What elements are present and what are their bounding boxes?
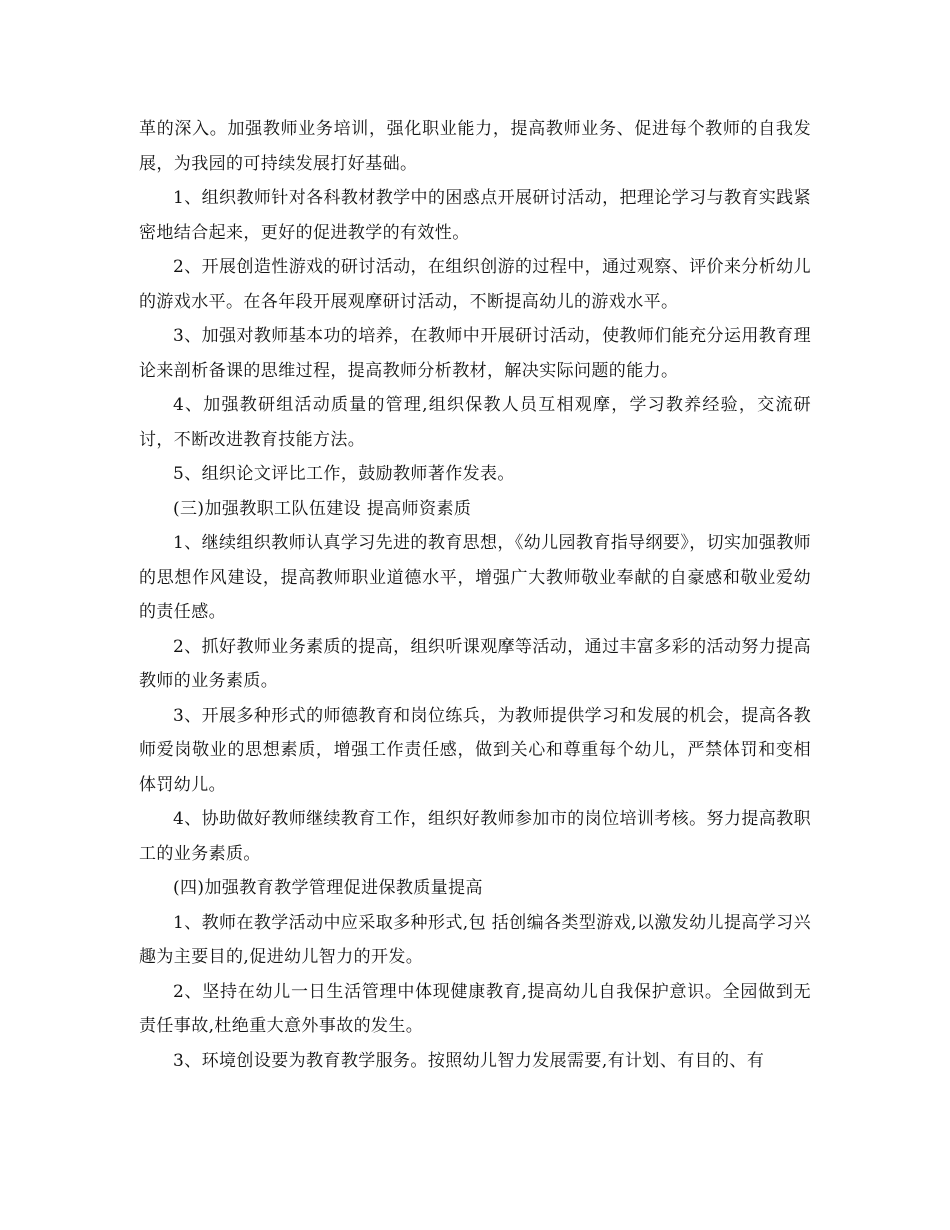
paragraph-item-3: 3、环境创设要为教育教学服务。按照幼儿智力发展需要,有计划、有目的、有 — [173, 1050, 765, 1071]
paragraph-item-2: 2、坚持在幼儿一日生活管理中体现健康教育,提高幼儿自我保护意识。全园做到无责任事故,杜绝重大意外事故的发生。 — [139, 981, 811, 1036]
paragraph-item-3: 3、开展多种形式的师德教育和岗位练兵，为教师提供学习和发展的机会，提高各教师爱岗敬业的思想素质，增强工作责任感，做到关心和尊重每个幼儿，严禁体罚和变相体罚幼儿。 — [139, 705, 811, 795]
paragraph-item-1: 1、继续组织教师认真学习先进的教育思想，《幼儿园教育指导纲要》，切实加强教师的思想作风建设，提高教师职业道德水平，增强广大教师敬业奉献的自豪感和敬业爱幼的责任感。 — [139, 533, 812, 622]
paragraph-item-2: 2、开展创造性游戏的研讨活动，在组织创游的过程中，通过观察、评价来分析幼儿的游戏水平。在各年段开展观摩研讨活动，不断提高幼儿的游戏水平。 — [139, 257, 811, 312]
paragraph-item-4: 4、协助做好教师继续教育工作，组织好教师参加市的岗位培训考核。努力提高教职工的业务素质。 — [139, 809, 811, 864]
paragraph-item-5: 5、组织论文评比工作，鼓励教师著作发表。 — [173, 464, 515, 484]
paragraph-continuation: 革的深入。加强教师业务培训，强化职业能力，提高教师业务、促进每个教师的自我发展，为我园的可持续发展打好基础。 — [139, 119, 811, 174]
paragraph-item-3: 3、加强对教师基本功的培养，在教师中开展研讨活动，使教师们能充分运用教育理论来剖析备课的思维过程，提高教师分析教材，解决实际问题的能力。 — [139, 326, 811, 381]
paragraph-item-1: 1、组织教师针对各科教材教学中的困惑点开展研讨活动，把理论学习与教育实践紧密地结合起来，更好的促进教学的有效性。 — [139, 188, 811, 243]
paragraph-item-4: 4、加强教研组活动质量的管理,组织保教人员互相观摩，学习教养经验，交流研讨，不断改进教育技能方法。 — [139, 395, 811, 450]
section-heading-4: (四)加强教育教学管理促进保教质量提高 — [173, 878, 483, 898]
paragraph-item-2: 2、抓好教师业务素质的提高，组织听课观摩等活动，通过丰富多彩的活动努力提高教师的业务素质。 — [139, 636, 811, 691]
document-body — [139, 112, 811, 1078]
paragraph-item-1: 1、教师在教学活动中应采取多种形式,包 括创编各类型游戏,以激发幼儿提高学习兴趣为主要目的,促进幼儿智力的开发。 — [139, 912, 811, 967]
section-heading-3: (三)加强教职工队伍建设 提高师资素质 — [173, 498, 472, 519]
